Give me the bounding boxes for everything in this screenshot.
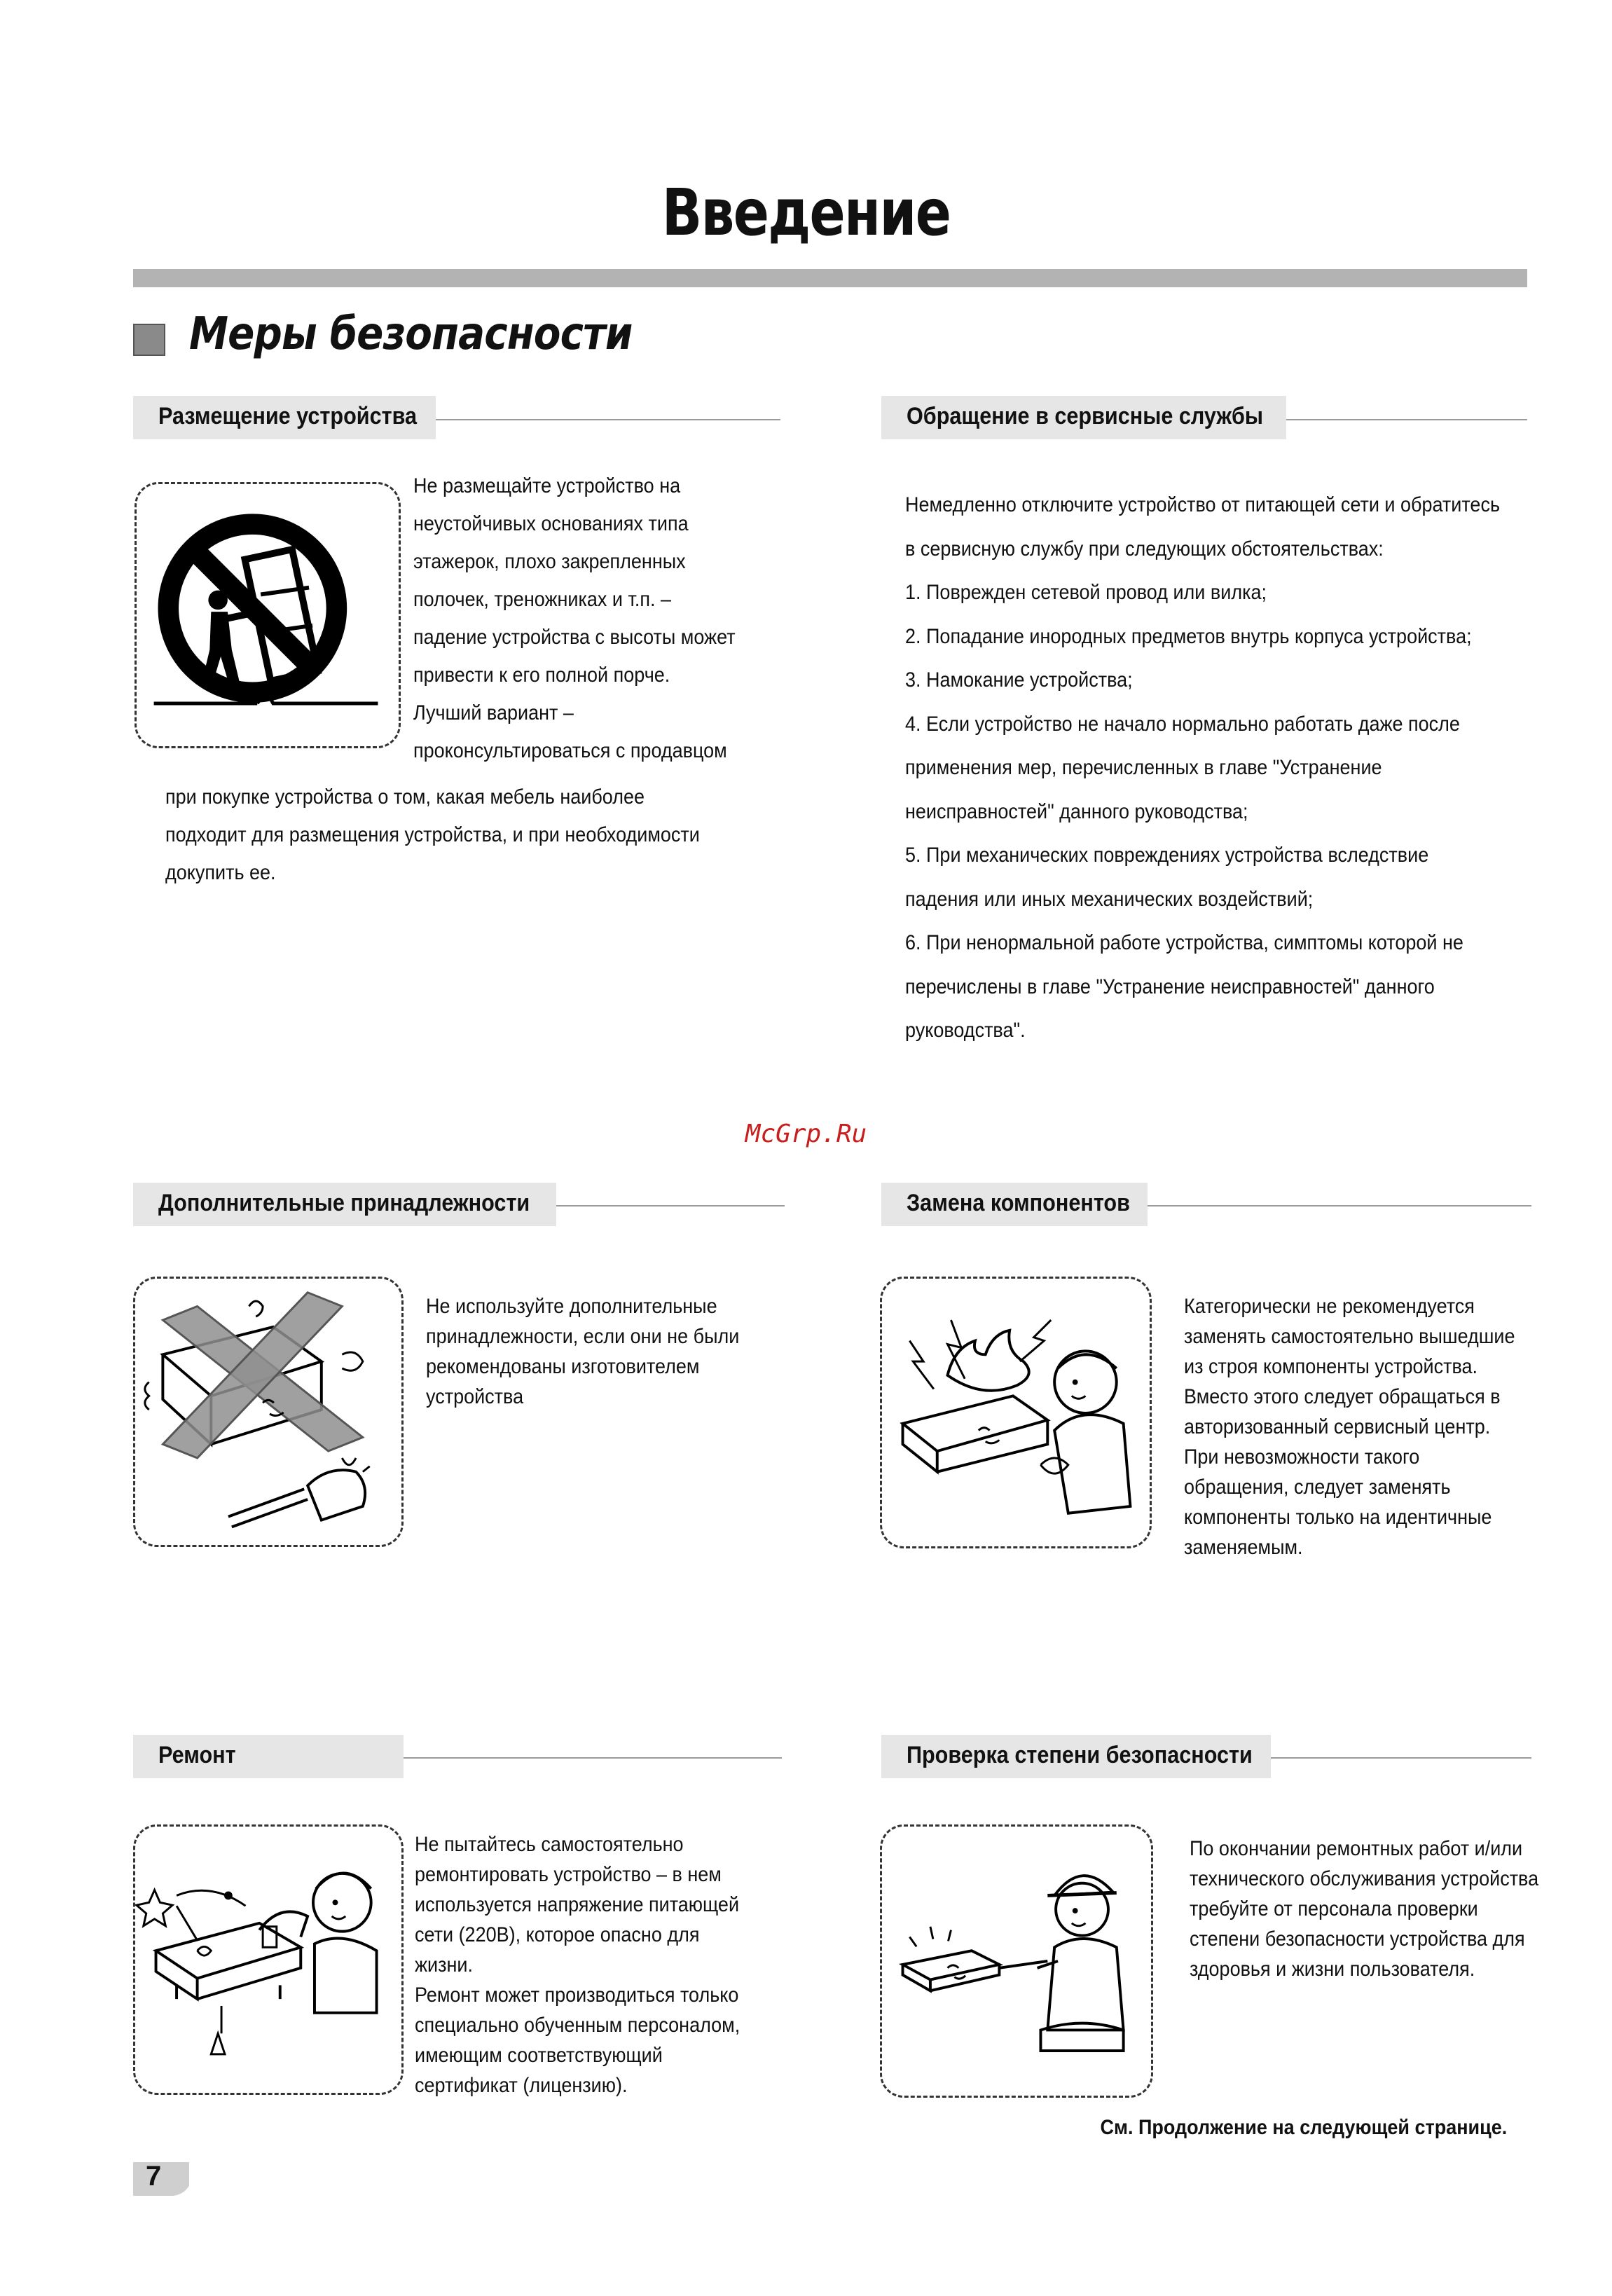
placement-text-tail: при покупке устройства о том, какая мебель наиболее подходит для размещения устройства, и при необходимости докупить ее. [165,785,700,884]
safety-check-text: По окончании ремонтных работ и/или технического обслуживания устройства требуйте от персонала проверки степени безопасности устройства для здоровья и жизни пользователя. [1190,1837,1539,1981]
replacement-illustration [880,1277,1152,1548]
accessories-heading-rule [556,1205,785,1207]
service-heading: Обращение в сервисные службы [881,396,1286,439]
crossed-out-accessory-icon [135,1279,401,1545]
repair-heading-rule [404,1757,782,1759]
accessories-heading: Дополнительные принадлежности [133,1183,556,1226]
placement-heading-rule [436,419,780,420]
page-title: Введение [661,175,951,250]
placement-text: Не размещайте устройство на неустойчивых основаниях типа этажерок, плохо закрепленных полочек, треножниках и т.п. – падение устройства с высоты может привести к его полной порче. Лучший вариант – проконсультироваться с продавцом [413,474,736,762]
safety-check-heading-rule [1271,1757,1531,1759]
accessories-illustration [133,1277,404,1547]
title-rule [133,269,1527,287]
replacement-heading: Замена компонентов [881,1183,1148,1226]
accessories-text: Не используйте дополнительные принадлежности, если они не были рекомендованы изготовителем устройства [426,1295,740,1408]
section-title: Меры безопасности [189,308,633,360]
service-text: Немедленно отключите устройство от питающей сети и обратитесь в сервисную службу при следующих обстоятельствах: 1. Поврежден сетевой провод или вилка; 2. Попадание инородных предметов внутрь корпуса устройства; 3. Намокание устройства; 4. Если устройство не начало нормально работать даже после применения мер, перечисленных в главе "Устранение неисправностей" данного руководства; 5. При механических повреждениях устройства вследствие падения или иных механических воздействий; 6. При ненормальной работе устройства, симптомы которой не перечислены в главе "Устранение неисправностей" данного руководства". [905,493,1501,1042]
service-heading-rule [1286,419,1527,420]
replacement-heading-rule [1148,1205,1531,1207]
no-cart-tipping-icon [137,484,399,746]
continued-note: См. Продолжение на следующей странице. [1100,2116,1507,2139]
watermark: McGrp.Ru [745,1120,867,1148]
section-square-icon [133,324,165,356]
burning-device-icon [882,1279,1150,1546]
page-corner-icon [174,2178,192,2196]
placement-heading: Размещение устройства [133,396,436,439]
placement-illustration [135,482,401,748]
person-repairing-icon [135,1827,401,2093]
repair-text: Не пытайтесь самостоятельно ремонтировать устройство – в нем используется напряжение питающей сети (220В), которое опасно для жизни. Ремонт может производиться только специально обученным персоналом, имеющим соответствующий сертификат (лицензию). [415,1833,740,2097]
page-number: 7 [146,2161,162,2192]
replacement-text: Категорически не рекомендуется заменять самостоятельно вышедшие из строя компоненты устройства. Вместо этого следует обращаться в авторизованный сервисный центр. При невозможности такого обращения, следует заменять компоненты только на идентичные заменяемым. [1184,1295,1515,1559]
safety-check-illustration [880,1824,1153,2098]
safety-check-heading: Проверка степени безопасности [881,1735,1271,1778]
repair-heading: Ремонт [133,1735,404,1778]
repair-illustration [133,1824,404,2095]
technician-checking-icon [882,1827,1151,2096]
